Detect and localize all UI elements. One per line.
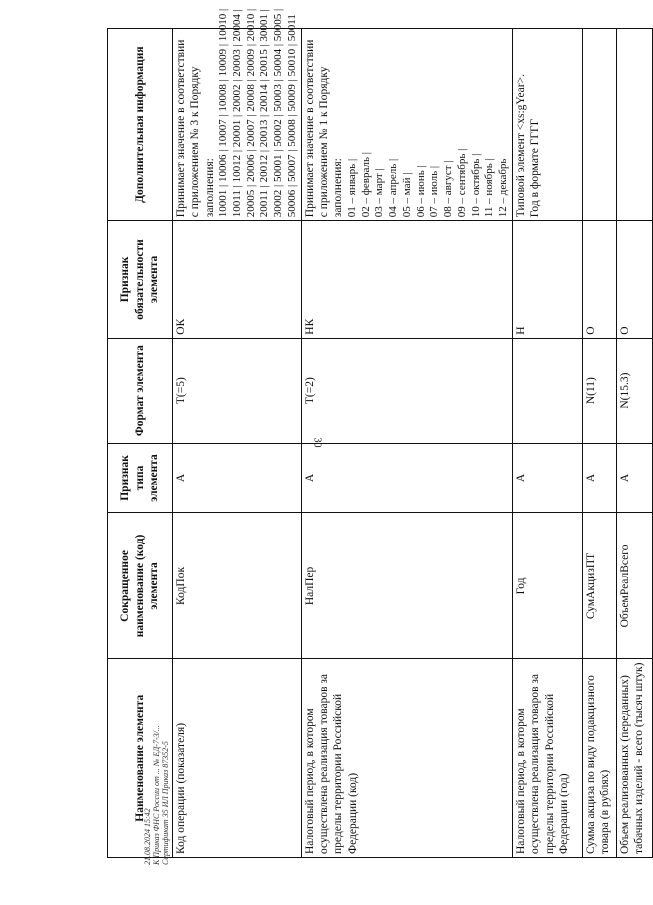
elements-table — [107, 8, 653, 858]
stamp-line: Сертификат 35 ИЛ Приказ 87352-5 — [160, 741, 170, 865]
table-row — [173, 29, 302, 858]
cell-name: Объем реализованных (переданных) табачных изделий - всего (тысяч штук) — [616, 659, 652, 858]
header-type: Признак типа элемента — [108, 443, 173, 513]
cell-required: О — [582, 221, 616, 339]
table-row — [582, 29, 616, 858]
cell-format: Т(=2) — [301, 338, 512, 443]
cell-type: А — [301, 443, 512, 513]
table-row — [616, 29, 652, 858]
cell-info — [616, 29, 652, 221]
stamp-line: 21.08.2024 15:42 — [143, 808, 152, 865]
cell-info — [301, 29, 512, 221]
cell-code: КодПок — [173, 513, 302, 659]
cell-name: Сумма акциза по виду подакцизного товара (в рублях) — [582, 659, 616, 858]
cell-format: Т(=5) — [173, 338, 302, 443]
cell-required: ОК — [173, 221, 302, 339]
cell-type: А — [512, 443, 582, 513]
month-line: 03 – март | — [373, 168, 386, 218]
month-line: 02 – февраль | — [359, 152, 372, 218]
rotated-table-wrapper — [107, 8, 646, 858]
cell-info — [173, 8, 302, 221]
cell-code: СумАкцизПТ — [582, 513, 616, 659]
info-intro: Типовой элемент <xs:gYear>. — [514, 74, 527, 218]
code-line: 30002 | 50001 | 50002 | 50003 | 50004 | 50005 | — [272, 8, 285, 218]
month-line: 06 – июнь | — [414, 165, 427, 218]
header-required: Признак обязательности элемента — [108, 221, 173, 339]
cell-code: ОбъемРеалВсего — [616, 513, 652, 659]
month-line: 07 – июль | — [428, 165, 441, 218]
header-code: Сокращенное наименование (код) элемента — [108, 513, 173, 659]
cell-type: А — [173, 443, 302, 513]
header-name: Наименование элемента — [108, 659, 173, 858]
cell-name: Код операции (показателя) — [173, 659, 302, 858]
month-list — [346, 32, 511, 217]
code-line: 20011 | 20012 | 20013 | 20014 | 20015 | 30001 | — [258, 9, 271, 218]
cell-required: Н — [512, 221, 582, 339]
signature-stamp — [144, 725, 170, 865]
info-intro: Принимает значение в соответствии с приложением № 1 к Порядку заполнения: — [303, 39, 345, 218]
cell-required: О — [616, 221, 652, 339]
month-line: 10 – октябрь | — [469, 153, 482, 218]
cell-required: НК — [301, 221, 512, 339]
code-line: 10001 | 10006 | 10007 | 10008 | 10009 | 10010 | — [217, 8, 230, 218]
page-number: 30 — [311, 437, 323, 448]
month-line: 11 – ноябрь | — [483, 158, 496, 218]
cell-name: Налоговый период, в котором осуществлена реализация товаров за пределы территории Российской Федерации (год) — [512, 659, 582, 858]
cell-code: Год — [512, 513, 582, 659]
cell-format: N(11) — [582, 338, 616, 443]
table-row — [512, 29, 582, 858]
cell-format: N(15.3) — [616, 338, 652, 443]
table-row — [301, 29, 512, 858]
cell-format — [512, 338, 582, 443]
cell-info — [512, 29, 582, 221]
month-line: 09 – сентябрь | — [455, 148, 468, 218]
month-line: 01 – январь | — [345, 158, 358, 218]
cell-info — [582, 29, 616, 221]
month-line: 08 – август | — [442, 160, 454, 218]
header-format: Формат элемента — [108, 338, 173, 443]
info-intro: Принимает значение в соответствии с приложением № 3 к Порядку заполнения: — [175, 39, 216, 218]
header-info: Дополнительная информация — [108, 29, 173, 221]
info-line: Год в формате ГГГГ — [529, 118, 542, 218]
stamp-line: К Приказ ФНС России от ... № ЕД-7-3/... — [151, 725, 161, 865]
month-line: 12 – декабрь — [497, 158, 509, 218]
cell-type: А — [582, 443, 616, 513]
code-line: 50006 | 50007 | 50008 | 50009 | 50010 | 50011 — [285, 14, 298, 218]
cell-code: НалПер — [301, 513, 512, 659]
cell-type: А — [616, 443, 652, 513]
code-list — [217, 8, 300, 218]
code-line: 10011 | 10012 | 20001 | 20002 | 20003 | 20004 | — [230, 9, 243, 218]
month-line: 04 – апрель | — [387, 158, 399, 218]
month-line: 05 – май | — [400, 172, 413, 218]
cell-name: Налоговый период, в котором осуществлена реализация товаров за пределы территории Российской Федерации (код) — [301, 659, 512, 858]
code-line: 20005 | 20006 | 20007 | 20008 | 20009 | 20010 | — [244, 8, 257, 218]
